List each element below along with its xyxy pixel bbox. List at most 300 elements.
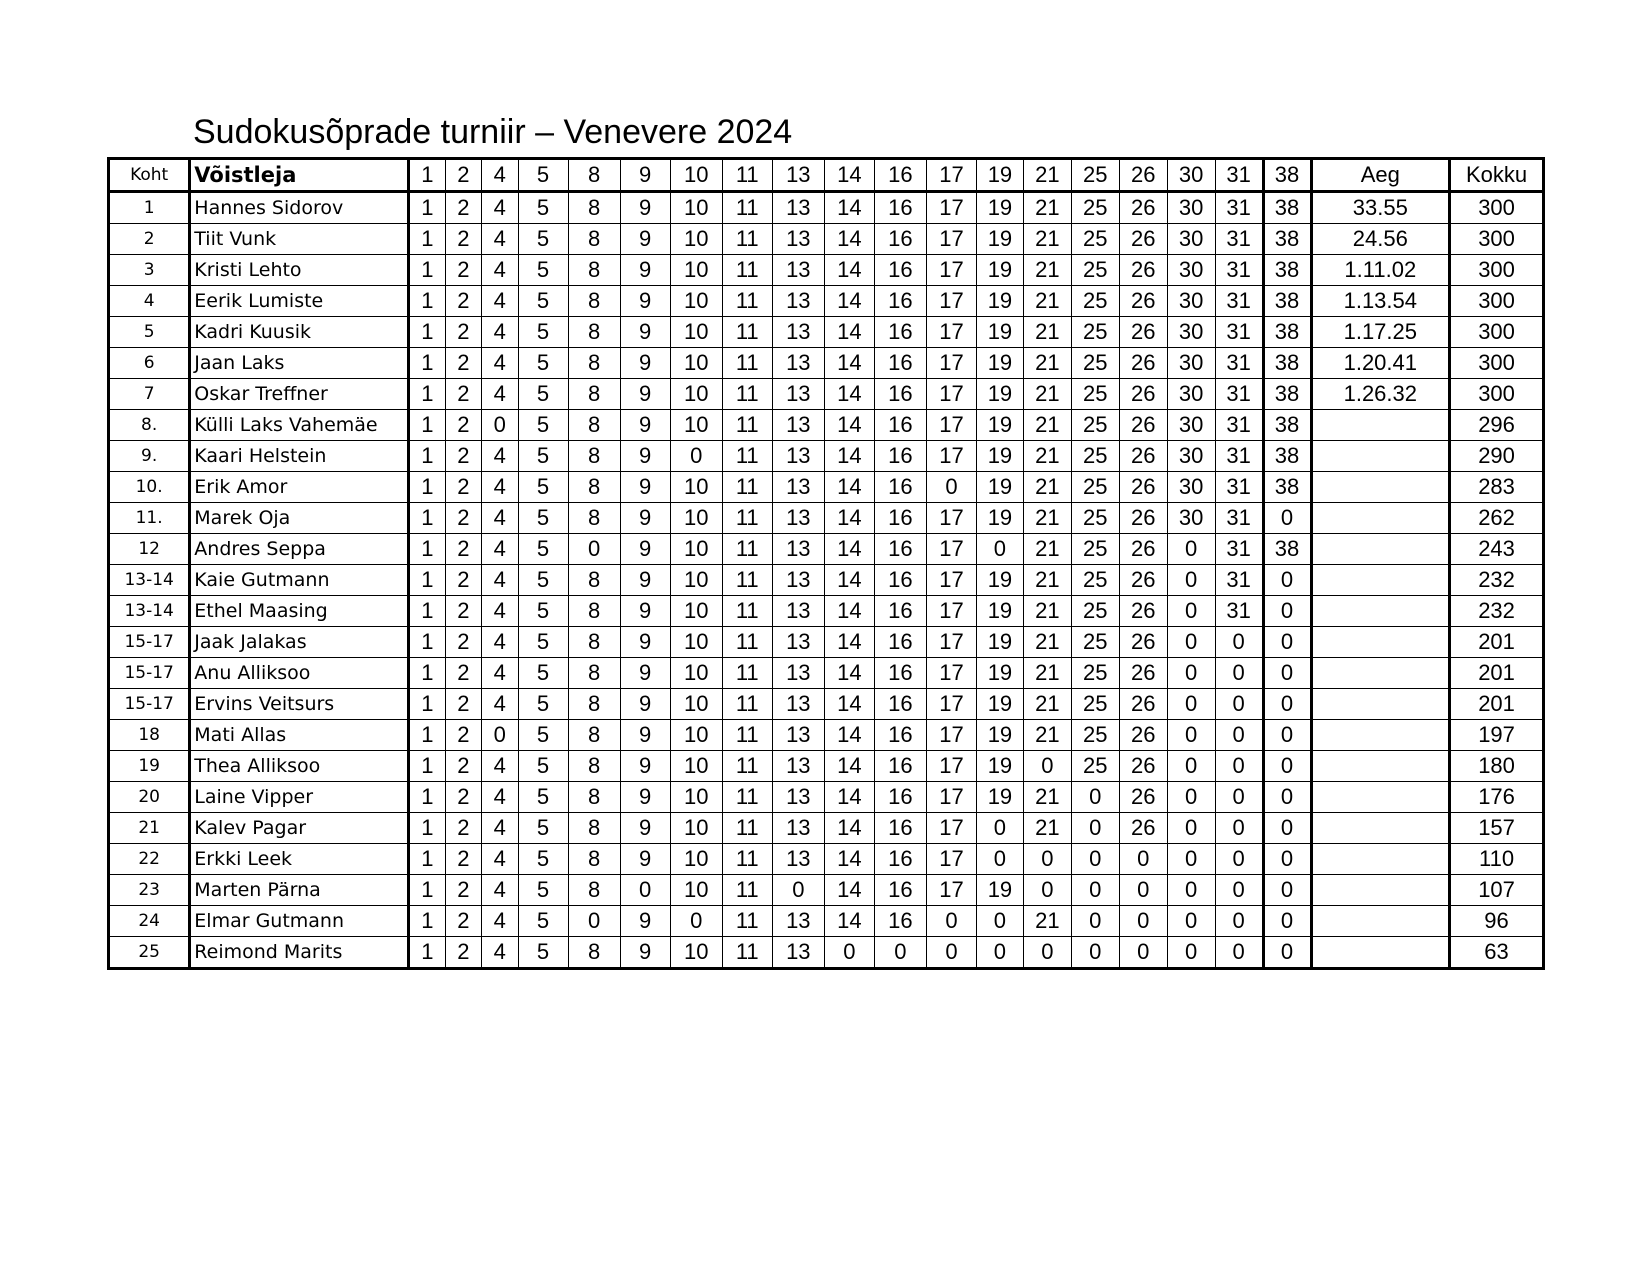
score-cell: 11 <box>722 410 772 441</box>
score-cell: 11 <box>722 689 772 720</box>
score-cell: 11 <box>722 627 772 658</box>
place-cell: 10. <box>109 472 190 503</box>
score-cell: 25 <box>1071 224 1119 255</box>
table-row <box>109 286 1544 317</box>
score-cell: 19 <box>976 720 1023 751</box>
score-cell: 11 <box>722 937 772 969</box>
place-cell: 18 <box>109 720 190 751</box>
score-cell: 5 <box>518 906 568 937</box>
score-cell: 25 <box>1071 441 1119 472</box>
score-cell: 4 <box>482 255 518 286</box>
score-cell: 4 <box>482 565 518 596</box>
score-cell: 21 <box>1023 472 1071 503</box>
score-cell: 11 <box>722 813 772 844</box>
time-cell: 1.17.25 <box>1311 317 1450 348</box>
score-cell: 0 <box>620 875 670 906</box>
score-cell: 9 <box>620 441 670 472</box>
score-cell: 11 <box>722 782 772 813</box>
score-cell: 5 <box>518 565 568 596</box>
score-cell: 26 <box>1119 782 1167 813</box>
table-row <box>109 192 1544 224</box>
score-cell: 17 <box>926 782 976 813</box>
score-cell: 11 <box>722 751 772 782</box>
score-cell: 30 <box>1167 192 1215 224</box>
competitor-name-cell: Kadri Kuusik <box>190 317 409 348</box>
score-cell: 16 <box>874 627 926 658</box>
score-cell: 9 <box>620 751 670 782</box>
score-cell: 0 <box>874 937 926 969</box>
table-row <box>109 441 1544 472</box>
score-cell: 31 <box>1215 348 1263 379</box>
score-cell: 9 <box>620 192 670 224</box>
score-cell: 21 <box>1023 379 1071 410</box>
place-cell: 13-14 <box>109 596 190 627</box>
score-cell: 8 <box>568 441 620 472</box>
score-cell: 38 <box>1263 317 1311 348</box>
score-cell: 31 <box>1215 472 1263 503</box>
place-cell: 20 <box>109 782 190 813</box>
score-cell: 13 <box>772 782 824 813</box>
score-cell: 38 <box>1263 441 1311 472</box>
score-cell: 0 <box>1071 813 1119 844</box>
score-cell: 14 <box>824 875 874 906</box>
score-cell: 0 <box>1071 937 1119 969</box>
score-cell: 2 <box>445 534 481 565</box>
header-task-5: 5 <box>518 159 568 192</box>
score-cell: 0 <box>1215 689 1263 720</box>
score-cell: 13 <box>772 751 824 782</box>
score-cell: 5 <box>518 534 568 565</box>
score-cell: 0 <box>1263 937 1311 969</box>
competitor-name-cell: Erkki Leek <box>190 844 409 875</box>
time-cell <box>1311 658 1450 689</box>
score-cell: 10 <box>670 379 722 410</box>
total-cell: 201 <box>1450 689 1544 720</box>
score-cell: 31 <box>1215 317 1263 348</box>
score-cell: 1 <box>409 348 445 379</box>
score-cell: 17 <box>926 348 976 379</box>
score-cell: 11 <box>722 286 772 317</box>
score-cell: 2 <box>445 410 481 441</box>
score-cell: 38 <box>1263 286 1311 317</box>
score-cell: 0 <box>1119 937 1167 969</box>
header-task-31: 31 <box>1215 159 1263 192</box>
header-task-13: 13 <box>772 159 824 192</box>
score-cell: 5 <box>518 255 568 286</box>
score-cell: 0 <box>1263 689 1311 720</box>
place-cell: 1 <box>109 192 190 224</box>
score-cell: 0 <box>1023 751 1071 782</box>
competitor-name-cell: Marten Pärna <box>190 875 409 906</box>
score-cell: 26 <box>1119 317 1167 348</box>
score-cell: 8 <box>568 224 620 255</box>
place-cell: 23 <box>109 875 190 906</box>
score-cell: 16 <box>874 813 926 844</box>
score-cell: 31 <box>1215 192 1263 224</box>
score-cell: 14 <box>824 286 874 317</box>
score-cell: 4 <box>482 286 518 317</box>
score-cell: 17 <box>926 410 976 441</box>
score-cell: 9 <box>620 937 670 969</box>
header-task-38: 38 <box>1263 159 1311 192</box>
score-cell: 14 <box>824 503 874 534</box>
place-cell: 3 <box>109 255 190 286</box>
total-cell: 96 <box>1450 906 1544 937</box>
score-cell: 5 <box>518 192 568 224</box>
table-row <box>109 596 1544 627</box>
score-cell: 4 <box>482 534 518 565</box>
score-cell: 26 <box>1119 658 1167 689</box>
score-cell: 9 <box>620 658 670 689</box>
score-cell: 0 <box>976 534 1023 565</box>
score-cell: 2 <box>445 317 481 348</box>
score-cell: 25 <box>1071 751 1119 782</box>
score-cell: 21 <box>1023 286 1071 317</box>
score-cell: 4 <box>482 317 518 348</box>
total-cell: 157 <box>1450 813 1544 844</box>
score-cell: 9 <box>620 224 670 255</box>
score-cell: 14 <box>824 472 874 503</box>
score-cell: 13 <box>772 503 824 534</box>
competitor-name-cell: Mati Allas <box>190 720 409 751</box>
score-cell: 0 <box>1167 627 1215 658</box>
score-cell: 9 <box>620 565 670 596</box>
score-cell: 4 <box>482 658 518 689</box>
score-cell: 13 <box>772 410 824 441</box>
time-cell <box>1311 813 1450 844</box>
score-cell: 0 <box>1215 875 1263 906</box>
score-cell: 14 <box>824 441 874 472</box>
table-row <box>109 317 1544 348</box>
score-cell: 16 <box>874 379 926 410</box>
competitor-name-cell: Kristi Lehto <box>190 255 409 286</box>
table-row <box>109 875 1544 906</box>
place-cell: 13-14 <box>109 565 190 596</box>
score-cell: 5 <box>518 875 568 906</box>
table-row <box>109 751 1544 782</box>
score-cell: 5 <box>518 627 568 658</box>
score-cell: 2 <box>445 596 481 627</box>
time-cell: 1.13.54 <box>1311 286 1450 317</box>
score-cell: 0 <box>1167 565 1215 596</box>
score-cell: 16 <box>874 410 926 441</box>
score-cell: 31 <box>1215 286 1263 317</box>
score-cell: 26 <box>1119 286 1167 317</box>
score-cell: 5 <box>518 317 568 348</box>
score-cell: 5 <box>518 472 568 503</box>
total-cell: 201 <box>1450 627 1544 658</box>
score-cell: 2 <box>445 906 481 937</box>
score-cell: 5 <box>518 720 568 751</box>
score-cell: 10 <box>670 503 722 534</box>
score-cell: 9 <box>620 317 670 348</box>
total-cell: 63 <box>1450 937 1544 969</box>
score-cell: 5 <box>518 813 568 844</box>
score-cell: 25 <box>1071 317 1119 348</box>
score-cell: 0 <box>1215 720 1263 751</box>
score-cell: 2 <box>445 875 481 906</box>
score-cell: 21 <box>1023 596 1071 627</box>
table-row <box>109 379 1544 410</box>
score-cell: 1 <box>409 689 445 720</box>
score-cell: 0 <box>1263 906 1311 937</box>
score-cell: 38 <box>1263 192 1311 224</box>
score-cell: 14 <box>824 534 874 565</box>
competitor-name-cell: Ervins Veitsurs <box>190 689 409 720</box>
score-cell: 1 <box>409 844 445 875</box>
score-cell: 26 <box>1119 534 1167 565</box>
table-row <box>109 906 1544 937</box>
score-cell: 0 <box>1167 844 1215 875</box>
score-cell: 13 <box>772 472 824 503</box>
score-cell: 13 <box>772 379 824 410</box>
time-cell <box>1311 410 1450 441</box>
score-cell: 19 <box>976 192 1023 224</box>
place-cell: 19 <box>109 751 190 782</box>
score-cell: 0 <box>1167 689 1215 720</box>
score-cell: 30 <box>1167 255 1215 286</box>
score-cell: 13 <box>772 937 824 969</box>
document-title: Sudokusõprade turniir – Venevere 2024 <box>193 113 793 151</box>
place-cell: 8. <box>109 410 190 441</box>
score-cell: 31 <box>1215 596 1263 627</box>
score-cell: 0 <box>1263 875 1311 906</box>
score-cell: 4 <box>482 689 518 720</box>
score-cell: 0 <box>1215 751 1263 782</box>
score-cell: 0 <box>976 844 1023 875</box>
score-cell: 1 <box>409 782 445 813</box>
score-cell: 25 <box>1071 689 1119 720</box>
score-cell: 19 <box>976 441 1023 472</box>
score-cell: 0 <box>1263 751 1311 782</box>
score-cell: 25 <box>1071 596 1119 627</box>
time-cell: 1.11.02 <box>1311 255 1450 286</box>
score-cell: 0 <box>670 441 722 472</box>
score-cell: 4 <box>482 813 518 844</box>
score-cell: 0 <box>1023 875 1071 906</box>
table-row <box>109 255 1544 286</box>
score-cell: 0 <box>772 875 824 906</box>
score-cell: 38 <box>1263 379 1311 410</box>
table-row <box>109 813 1544 844</box>
score-cell: 9 <box>620 348 670 379</box>
score-cell: 0 <box>1119 844 1167 875</box>
score-cell: 0 <box>1263 813 1311 844</box>
score-cell: 0 <box>1263 782 1311 813</box>
competitor-name-cell: Laine Vipper <box>190 782 409 813</box>
score-cell: 0 <box>482 410 518 441</box>
score-cell: 0 <box>1263 720 1311 751</box>
score-cell: 25 <box>1071 472 1119 503</box>
score-cell: 19 <box>976 410 1023 441</box>
score-cell: 4 <box>482 472 518 503</box>
score-cell: 2 <box>445 286 481 317</box>
score-cell: 19 <box>976 286 1023 317</box>
score-cell: 4 <box>482 379 518 410</box>
score-cell: 8 <box>568 627 620 658</box>
place-cell: 5 <box>109 317 190 348</box>
score-cell: 17 <box>926 720 976 751</box>
score-cell: 17 <box>926 224 976 255</box>
total-cell: 107 <box>1450 875 1544 906</box>
score-cell: 0 <box>1071 782 1119 813</box>
score-cell: 21 <box>1023 658 1071 689</box>
score-cell: 5 <box>518 937 568 969</box>
score-cell: 11 <box>722 844 772 875</box>
score-cell: 2 <box>445 192 481 224</box>
score-cell: 1 <box>409 472 445 503</box>
score-cell: 0 <box>1023 937 1071 969</box>
score-cell: 0 <box>568 906 620 937</box>
score-cell: 0 <box>1263 658 1311 689</box>
score-cell: 17 <box>926 534 976 565</box>
score-cell: 1 <box>409 224 445 255</box>
table-row <box>109 224 1544 255</box>
score-cell: 1 <box>409 286 445 317</box>
score-cell: 8 <box>568 286 620 317</box>
competitor-name-cell: Tiit Vunk <box>190 224 409 255</box>
score-cell: 13 <box>772 689 824 720</box>
score-cell: 5 <box>518 689 568 720</box>
time-cell <box>1311 596 1450 627</box>
score-cell: 10 <box>670 317 722 348</box>
score-cell: 0 <box>1167 813 1215 844</box>
table-row <box>109 937 1544 969</box>
score-cell: 16 <box>874 192 926 224</box>
score-cell: 0 <box>824 937 874 969</box>
score-cell: 21 <box>1023 224 1071 255</box>
score-cell: 38 <box>1263 255 1311 286</box>
score-cell: 13 <box>772 813 824 844</box>
score-cell: 8 <box>568 410 620 441</box>
place-cell: 22 <box>109 844 190 875</box>
score-cell: 25 <box>1071 720 1119 751</box>
score-cell: 1 <box>409 317 445 348</box>
score-cell: 13 <box>772 720 824 751</box>
score-cell: 16 <box>874 782 926 813</box>
score-cell: 0 <box>1263 844 1311 875</box>
score-cell: 2 <box>445 844 481 875</box>
score-cell: 4 <box>482 503 518 534</box>
score-cell: 19 <box>976 317 1023 348</box>
score-cell: 10 <box>670 472 722 503</box>
score-cell: 13 <box>772 348 824 379</box>
results-table <box>107 157 1545 970</box>
score-cell: 0 <box>568 534 620 565</box>
score-cell: 13 <box>772 317 824 348</box>
score-cell: 26 <box>1119 224 1167 255</box>
score-cell: 8 <box>568 875 620 906</box>
score-cell: 2 <box>445 472 481 503</box>
score-cell: 8 <box>568 689 620 720</box>
score-cell: 9 <box>620 255 670 286</box>
score-cell: 13 <box>772 596 824 627</box>
score-cell: 14 <box>824 844 874 875</box>
score-cell: 10 <box>670 658 722 689</box>
score-cell: 2 <box>445 751 481 782</box>
score-cell: 21 <box>1023 192 1071 224</box>
total-cell: 300 <box>1450 224 1544 255</box>
score-cell: 14 <box>824 627 874 658</box>
score-cell: 0 <box>1215 813 1263 844</box>
header-time: Aeg <box>1311 159 1450 192</box>
score-cell: 11 <box>722 472 772 503</box>
score-cell: 10 <box>670 813 722 844</box>
score-cell: 14 <box>824 596 874 627</box>
competitor-name-cell: Anu Alliksoo <box>190 658 409 689</box>
score-cell: 5 <box>518 379 568 410</box>
score-cell: 26 <box>1119 441 1167 472</box>
score-cell: 13 <box>772 441 824 472</box>
score-cell: 13 <box>772 534 824 565</box>
total-cell: 300 <box>1450 286 1544 317</box>
score-cell: 5 <box>518 782 568 813</box>
score-cell: 0 <box>926 472 976 503</box>
score-cell: 8 <box>568 348 620 379</box>
score-cell: 30 <box>1167 410 1215 441</box>
table-row <box>109 348 1544 379</box>
total-cell: 300 <box>1450 348 1544 379</box>
score-cell: 0 <box>1215 844 1263 875</box>
header-task-16: 16 <box>874 159 926 192</box>
score-cell: 30 <box>1167 286 1215 317</box>
header-task-10: 10 <box>670 159 722 192</box>
score-cell: 17 <box>926 658 976 689</box>
score-cell: 0 <box>1215 627 1263 658</box>
score-cell: 21 <box>1023 317 1071 348</box>
score-cell: 0 <box>1167 906 1215 937</box>
score-cell: 1 <box>409 875 445 906</box>
score-cell: 14 <box>824 565 874 596</box>
score-cell: 1 <box>409 379 445 410</box>
score-cell: 10 <box>670 844 722 875</box>
score-cell: 5 <box>518 286 568 317</box>
competitor-name-cell: Jaan Laks <box>190 348 409 379</box>
score-cell: 21 <box>1023 503 1071 534</box>
score-cell: 8 <box>568 379 620 410</box>
score-cell: 8 <box>568 192 620 224</box>
score-cell: 2 <box>445 503 481 534</box>
score-cell: 30 <box>1167 317 1215 348</box>
score-cell: 30 <box>1167 503 1215 534</box>
score-cell: 0 <box>1263 565 1311 596</box>
score-cell: 4 <box>482 348 518 379</box>
score-cell: 19 <box>976 503 1023 534</box>
score-cell: 10 <box>670 192 722 224</box>
score-cell: 10 <box>670 565 722 596</box>
score-cell: 10 <box>670 255 722 286</box>
score-cell: 30 <box>1167 472 1215 503</box>
score-cell: 5 <box>518 503 568 534</box>
score-cell: 16 <box>874 534 926 565</box>
score-cell: 0 <box>926 906 976 937</box>
time-cell: 1.20.41 <box>1311 348 1450 379</box>
score-cell: 16 <box>874 503 926 534</box>
table-row <box>109 720 1544 751</box>
score-cell: 19 <box>976 627 1023 658</box>
table-row <box>109 689 1544 720</box>
score-cell: 0 <box>1167 875 1215 906</box>
score-cell: 26 <box>1119 379 1167 410</box>
score-cell: 0 <box>976 937 1023 969</box>
score-cell: 8 <box>568 751 620 782</box>
header-task-4: 4 <box>482 159 518 192</box>
score-cell: 26 <box>1119 503 1167 534</box>
score-cell: 38 <box>1263 534 1311 565</box>
score-cell: 0 <box>670 906 722 937</box>
score-cell: 2 <box>445 224 481 255</box>
table-row <box>109 627 1544 658</box>
